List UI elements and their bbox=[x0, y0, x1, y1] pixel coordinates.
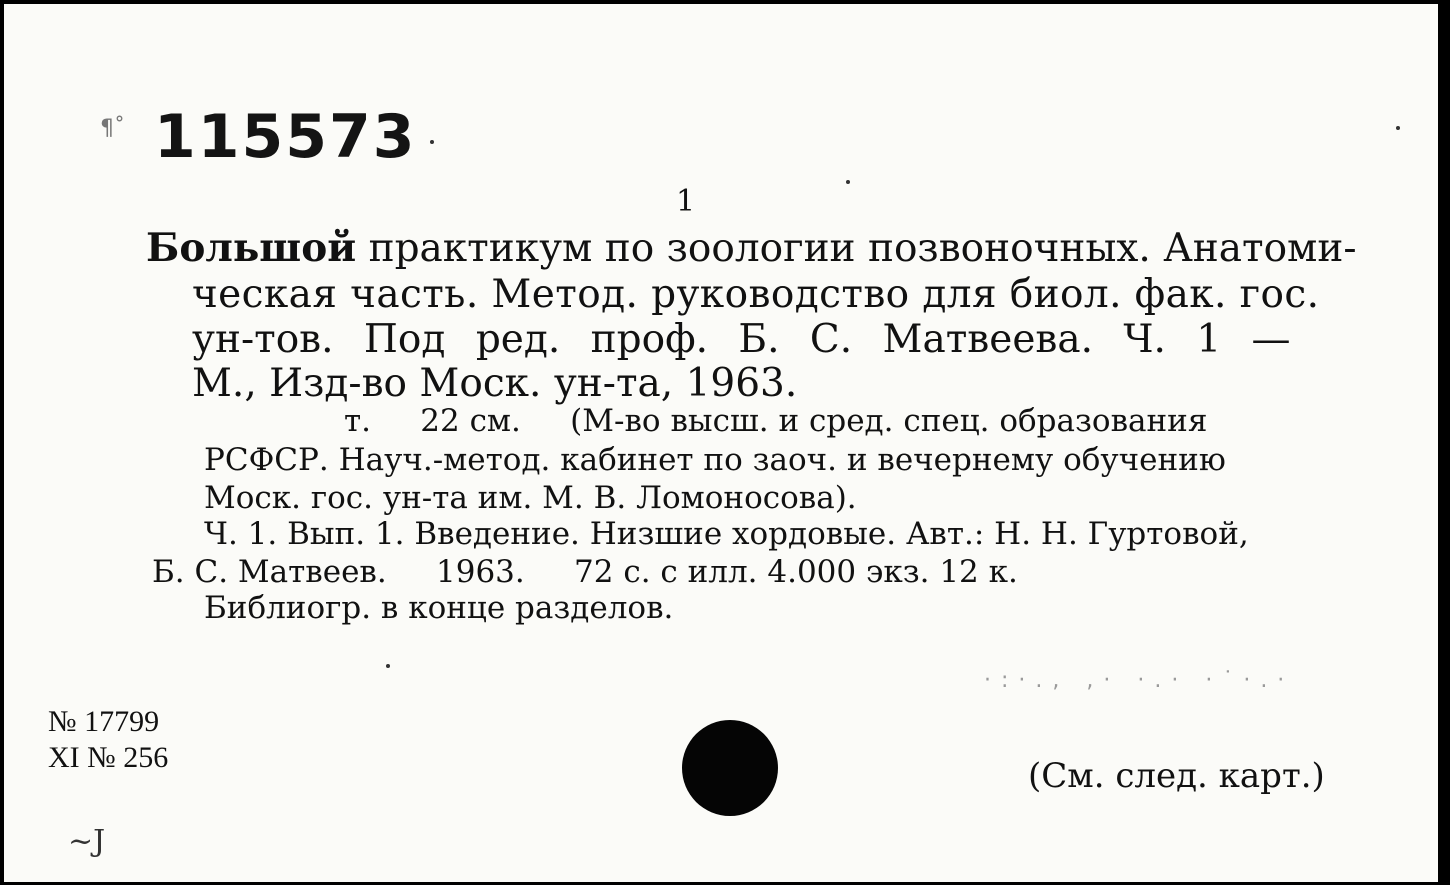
section-number: XI № 256 bbox=[48, 741, 169, 774]
title-line-1-rest: практикум по зоологии позвоночных. Анатоми- bbox=[356, 226, 1357, 271]
title-bold-word: Большой bbox=[146, 225, 357, 271]
catalog-number: № 17799 bbox=[48, 705, 160, 738]
details-line-1: т. 22 см. (М-во высш. и сред. спец. образования bbox=[344, 403, 1208, 439]
title-line-4: М., Изд-во Моск. ун-та, 1963. bbox=[192, 361, 798, 406]
catalog-card bbox=[4, 4, 1438, 882]
title-line-3: ун-тов. Под ред. проф. Б. С. Матвеева. Ч. 1 — bbox=[192, 317, 1291, 362]
speck bbox=[1396, 126, 1400, 130]
faint-mark: ¶˚ bbox=[100, 116, 125, 141]
handwritten-number: 115573 bbox=[154, 102, 417, 172]
speck bbox=[846, 180, 850, 184]
title-line-1 bbox=[146, 226, 1357, 271]
title-line-2: ческая часть. Метод. руководство для биол. фак. гос. bbox=[192, 272, 1320, 317]
continued-note: (См. след. карт.) bbox=[1028, 756, 1325, 796]
details-line-3: Моск. гос. ун-та им. М. В. Ломоносова). bbox=[204, 480, 857, 516]
speck bbox=[386, 664, 390, 668]
details-line-5: Б. С. Матвеев. 1963. 72 с. с илл. 4.000 экз. 12 к. bbox=[152, 554, 1018, 590]
punch-hole bbox=[682, 720, 778, 816]
faded-stamp: ·:·., ,· ·.· ·˙·.· bbox=[984, 668, 1295, 693]
corner-mark: ~J bbox=[68, 824, 106, 859]
details-line-2: РСФСР. Науч.-метод. кабинет по заоч. и вечернему обучению bbox=[204, 442, 1226, 478]
speck bbox=[430, 140, 434, 144]
card-sequence-number: 1 bbox=[676, 184, 696, 219]
details-line-4: Ч. 1. Вып. 1. Введение. Низшие хордовые. Авт.: Н. Н. Гуртовой, bbox=[204, 516, 1249, 552]
details-line-6: Библиогр. в конце разделов. bbox=[204, 590, 674, 626]
